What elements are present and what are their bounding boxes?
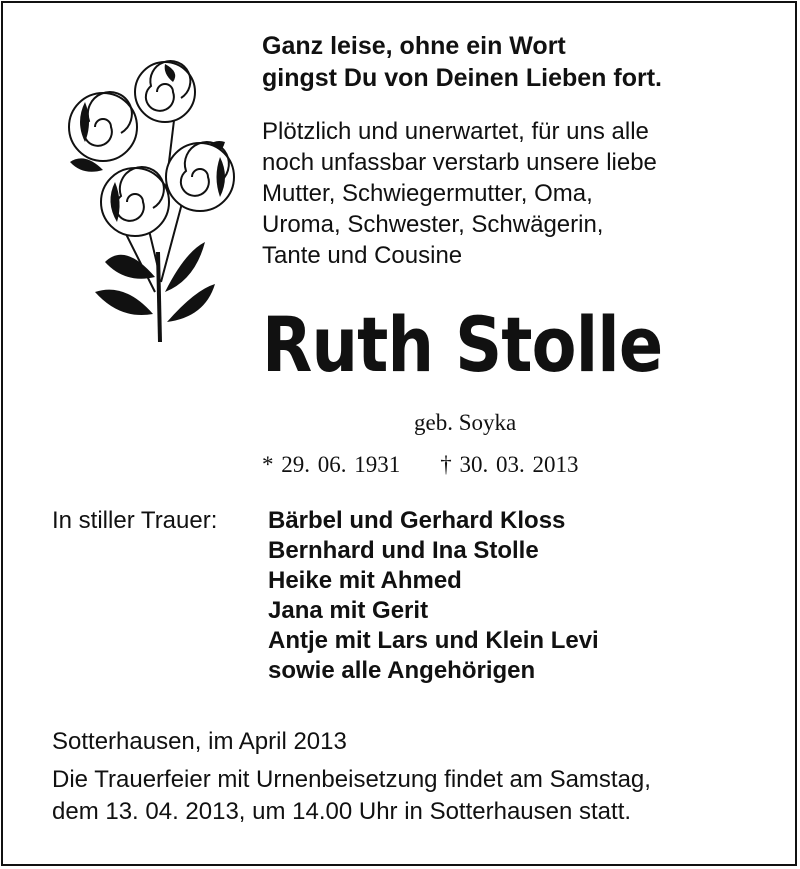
mourner: Bärbel und Gerhard Kloss [268,507,566,534]
intro-line: noch unfassbar verstarb unsere liebe [262,149,657,176]
mourner: Heike mit Ahmed [268,567,462,594]
mourning-label: In stiller Trauer: [52,507,218,534]
roses-icon [55,52,245,352]
notice-line: Die Trauerfeier mit Urnenbeisetzung findet am Samstag, [52,766,651,793]
birth-date: * 29. 06. 1931 [262,452,401,477]
mourner: Bernhard und Ina Stolle [268,537,539,564]
mourner: Jana mit Gerit [268,597,429,624]
notice-line: dem 13. 04. 2013, um 14.00 Uhr in Sotterhausen statt. [52,798,632,825]
funeral-notice [52,764,651,828]
life-dates [262,452,579,478]
intro-line: Uroma, Schwester, Schwägerin, [262,211,604,238]
birth-name: geb. Soyka [414,410,517,435]
intro-line: Plötzlich und unerwartet, für uns alle [262,118,649,145]
mourners-list [268,506,599,686]
mourner: sowie alle Angehörigen [268,657,536,684]
poem-line: Ganz leise, ohne ein Wort [262,32,566,60]
intro-line: Tante und Cousine [262,242,463,269]
intro-text [262,116,657,271]
poem-line: gingst Du von Deinen Lieben fort. [262,64,662,92]
mourner: Antje mit Lars und Klein Levi [268,627,599,654]
intro-line: Mutter, Schwiegermutter, Oma, [262,180,593,207]
place-date: Sotterhausen, im April 2013 [52,728,347,755]
deceased-name: Ruth Stolle [262,300,663,389]
poem [262,30,662,94]
death-date: † 30. 03. 2013 [440,452,579,477]
